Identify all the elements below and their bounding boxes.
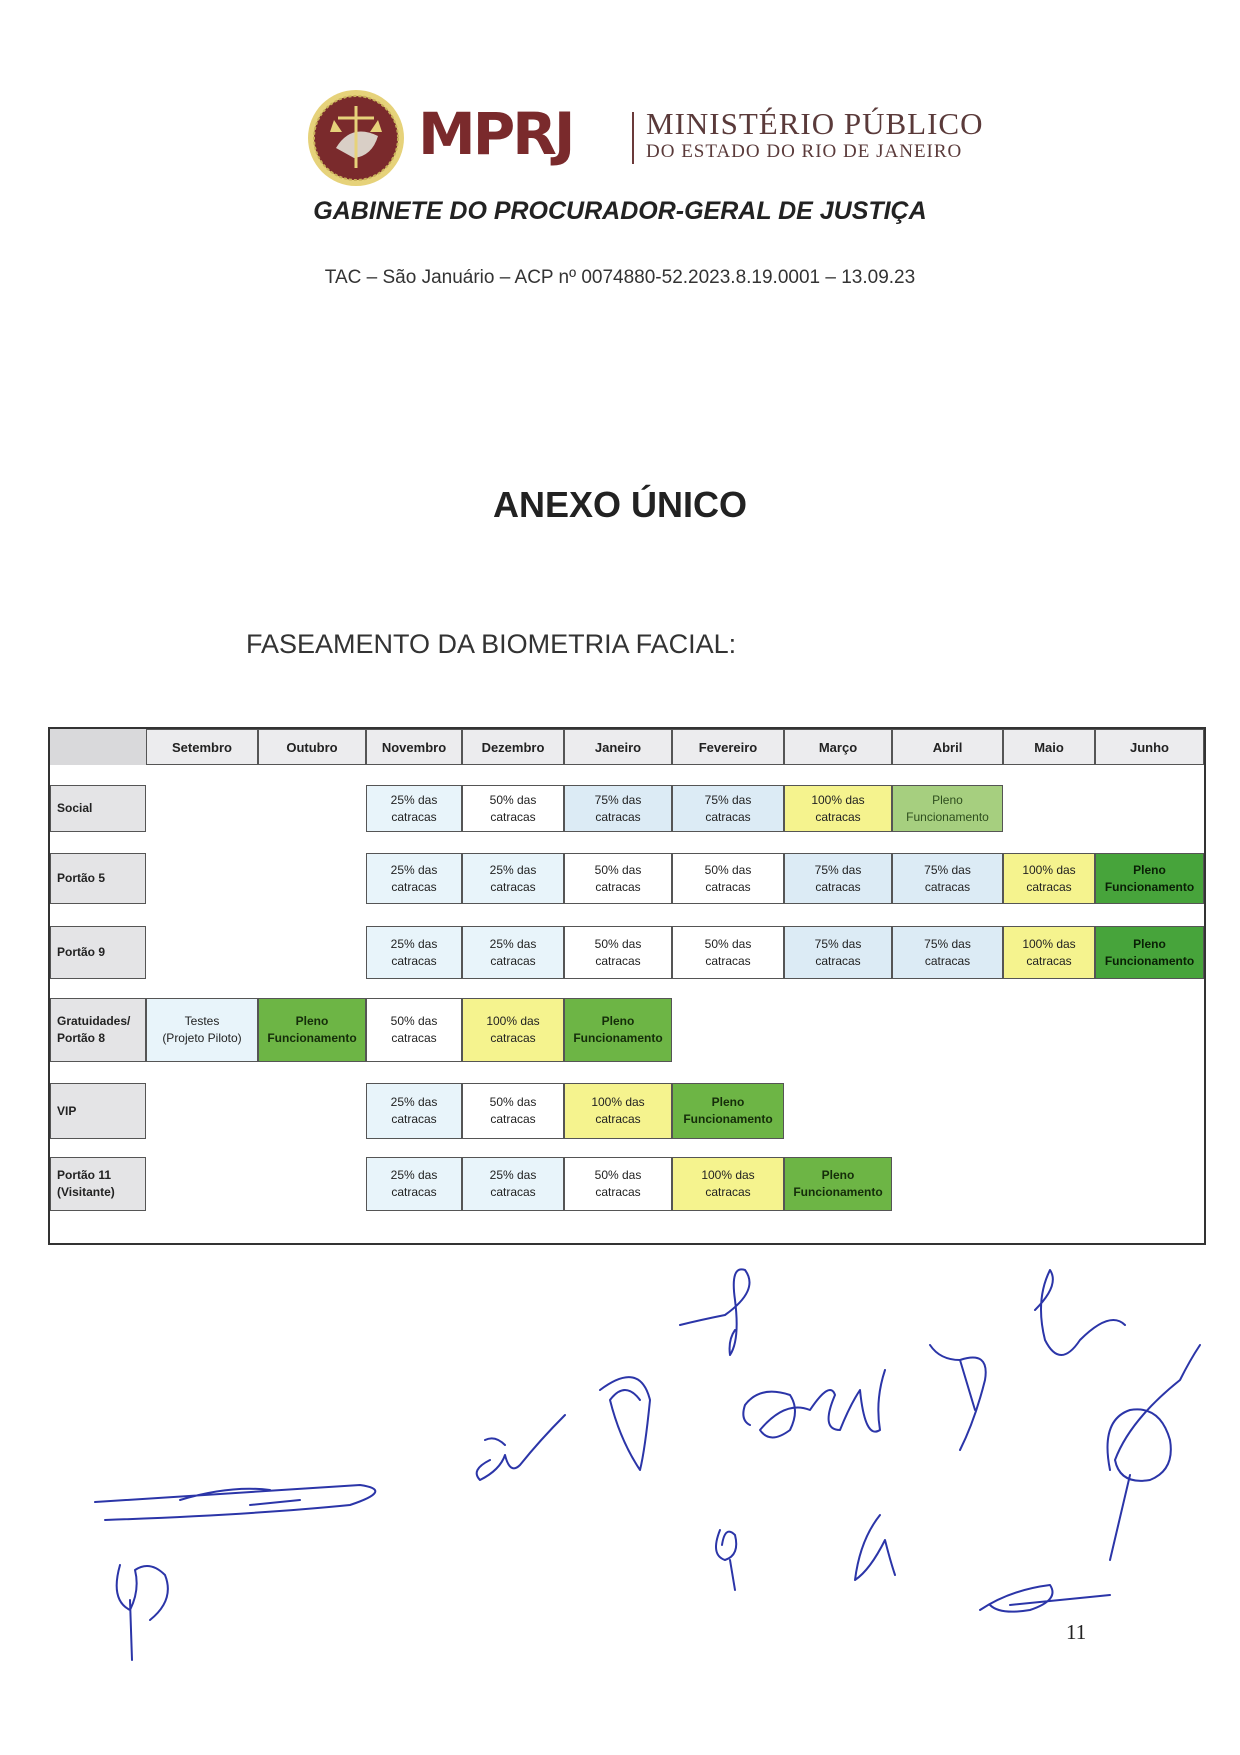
schedule-cell: Testes (Projeto Piloto) <box>146 998 258 1062</box>
schedule-cell: Pleno Funcionamento <box>672 1083 784 1139</box>
signature-4 <box>600 1377 650 1470</box>
schedule-cell: 75% das catracas <box>784 926 892 979</box>
row-label-portao-9: Portão 9 <box>50 926 146 979</box>
signature-2 <box>117 1565 168 1660</box>
schedule-cell: 50% das catracas <box>564 926 672 979</box>
schedule-cell: 25% das catracas <box>366 926 462 979</box>
office-heading: GABINETE DO PROCURADOR-GERAL DE JUSTIÇA <box>313 197 927 225</box>
schedule-cell: 25% das catracas <box>366 785 462 832</box>
mprj-seal-logo <box>306 88 406 188</box>
schedule-cell: 100% das catracas <box>784 785 892 832</box>
row-label-vip: VIP <box>50 1083 146 1139</box>
schedule-cell: 50% das catracas <box>462 1083 564 1139</box>
schedule-cell: 50% das catracas <box>564 1157 672 1211</box>
logo-divider <box>632 112 634 164</box>
schedule-cell: 100% das catracas <box>672 1157 784 1211</box>
page-number: 11 <box>1066 1620 1087 1644</box>
schedule-cell: 50% das catracas <box>366 998 462 1062</box>
month-header-marco: Março <box>784 729 892 765</box>
row-label-social: Social <box>50 785 146 832</box>
schedule-cell: Pleno Funcionamento <box>784 1157 892 1211</box>
signature-10 <box>716 1530 736 1590</box>
schedule-cell: Pleno Funcionamento <box>258 998 366 1062</box>
document-reference: TAC – São Januário – ACP nº 0074880-52.2023.8.19.0001 – 13.09.23 <box>324 267 916 288</box>
row-label-portao-11-visitante: Portão 11 (Visitante) <box>50 1157 146 1211</box>
schedule-cell: 25% das catracas <box>366 1157 462 1211</box>
schedule-cell: 100% das catracas <box>1003 926 1095 979</box>
schedule-cell: 75% das catracas <box>784 853 892 904</box>
schedule-cell: Pleno Funcionamento <box>1095 926 1204 979</box>
schedule-cell: 50% das catracas <box>564 853 672 904</box>
signature-12 <box>980 1585 1110 1612</box>
schedule-cell: 50% das catracas <box>672 926 784 979</box>
mprj-logo-text: MPRJ <box>418 100 573 168</box>
signature-1 <box>95 1485 375 1520</box>
signature-5 <box>680 1269 750 1355</box>
month-header-janeiro: Janeiro <box>564 729 672 765</box>
schedule-cell: 25% das catracas <box>462 926 564 979</box>
month-header-junho: Junho <box>1095 729 1204 765</box>
signature-7 <box>930 1345 986 1450</box>
schedule-cell: 75% das catracas <box>892 926 1003 979</box>
row-label-gratuidades-portao-8: Gratuidades/ Portão 8 <box>50 998 146 1062</box>
schedule-cell: 50% das catracas <box>672 853 784 904</box>
schedule-cell: 25% das catracas <box>366 853 462 904</box>
schedule-cell: Pleno Funcionamento <box>564 998 672 1062</box>
month-header-maio: Maio <box>1003 729 1095 765</box>
schedule-cell: 75% das catracas <box>892 853 1003 904</box>
signature-11 <box>855 1515 895 1580</box>
section-subtitle: FASEAMENTO DA BIOMETRIA FACIAL: <box>246 629 737 659</box>
schedule-cell: Pleno Funcionamento <box>1095 853 1204 904</box>
annex-title: ANEXO ÚNICO <box>492 484 748 525</box>
signature-6 <box>743 1370 885 1438</box>
signature-3 <box>477 1415 565 1480</box>
schedule-cell: 75% das catracas <box>672 785 784 832</box>
institution-subname: DO ESTADO DO RIO DE JANEIRO <box>646 141 963 162</box>
signature-8 <box>1035 1270 1125 1355</box>
month-header-setembro: Setembro <box>146 729 258 765</box>
schedule-cell: 100% das catracas <box>1003 853 1095 904</box>
month-header-fevereiro: Fevereiro <box>672 729 784 765</box>
schedule-cell: 100% das catracas <box>564 1083 672 1139</box>
month-header-dezembro: Dezembro <box>462 729 564 765</box>
month-header-outubro: Outubro <box>258 729 366 765</box>
month-header-abril: Abril <box>892 729 1003 765</box>
signature-9 <box>1108 1345 1201 1560</box>
schedule-cell: Pleno Funcionamento <box>892 785 1003 832</box>
month-header-novembro: Novembro <box>366 729 462 765</box>
row-label-portao-5: Portão 5 <box>50 853 146 904</box>
schedule-cell: 25% das catracas <box>462 1157 564 1211</box>
schedule-cell: 75% das catracas <box>564 785 672 832</box>
institution-name: MINISTÉRIO PÚBLICO <box>646 106 984 141</box>
schedule-cell: 50% das catracas <box>462 785 564 832</box>
schedule-cell: 100% das catracas <box>462 998 564 1062</box>
schedule-cell: 25% das catracas <box>366 1083 462 1139</box>
schedule-cell: 25% das catracas <box>462 853 564 904</box>
